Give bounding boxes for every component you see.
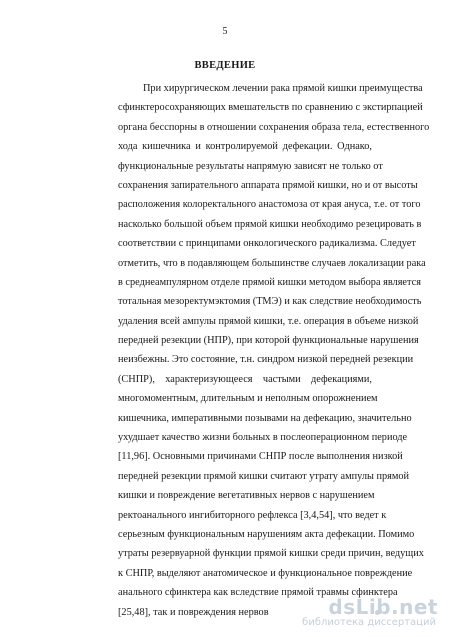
text-line: к СНПР, выделяют анатомическое и функциональное повреждение [118,567,413,579]
text-line: передней резекции (НПР), при которой функциональные нарушения [118,335,419,347]
text-line: серьезным функциональным нарушениям акта дефекации. Помимо [118,528,415,540]
text-line: удаления всей ампулы прямой кишки, т.е. операция в объеме низкой [118,315,419,327]
text-line: ректоанального ингибиторного рефлекса [3,4,54], что ведет к [118,509,387,521]
text-line: хода кишечника и контролируемой дефекации. Однако, [118,141,372,153]
section-heading: ВВЕДЕНИЕ [194,60,256,71]
text-line: ухудшает качество жизни больных в послеоперационном периоде [118,432,408,444]
text-line: соответствии с принципами онкологического радикализма. Следует [118,238,416,250]
text-line: кишечника, императивными позывами на дефекацию, значительно [118,412,412,424]
text-line: [11,96]. Основными причинами СНПР после выполнения низкой [118,451,403,463]
text-line: тотальная мезоректумэктомия (ТМЭ) и как следствие необходимость [118,296,422,308]
text-line: кишки и повреждение вегетативных нервов с нарушением [118,490,375,502]
text-line: (СНПР), характеризующееся частыми дефекациями, [118,373,372,385]
text-line: анального сфинктера как вследствие прямой травмы сфинктера [118,587,398,599]
text-line: отметить, что в подавляющем большинстве случаев локализации рака [118,257,426,269]
text-line: расположения колоректального анастомоза от края ануса, т.е. от того [118,199,421,211]
text-line: неизбежны. Это состояние, т.н. синдром низкой передней резекции [118,354,414,366]
text-line: функциональные результаты напрямую зависят не только от [118,160,383,172]
text-line: передней резекции прямой кишки считают утрату ампулы прямой [118,470,410,482]
watermark-logo: dsLib.net [328,595,438,619]
text-line: многомоментным, длительным и неполным опорожнением [118,393,378,405]
text-line: сфинктеросохраняющих вмешательств по сравнению с экстирпацией [118,102,423,114]
watermark-subtitle: библиотека диссертаций [302,617,436,628]
text-line: [25,48], так и повреждения нервов [118,606,269,618]
text-line: в среднеампулярном отделе прямой кишки методом выбора является [118,276,421,288]
text-line: При хирургическом лечении рака прямой кишки преимущества [143,83,423,94]
text-line: насколько большой объем прямой кишки необходимо резецировать в [118,218,422,230]
watermark [288,595,438,631]
page-number: 5 [222,26,228,37]
text-line: сохранения запирательного аппарата прямой кишки, но и от высоты [118,179,418,191]
text-line: органа бесспорны в отношении сохранения образа тела, естественного [118,121,430,133]
text-line: утраты резервуарной функции прямой кишки среди причин, ведущих [118,548,424,560]
